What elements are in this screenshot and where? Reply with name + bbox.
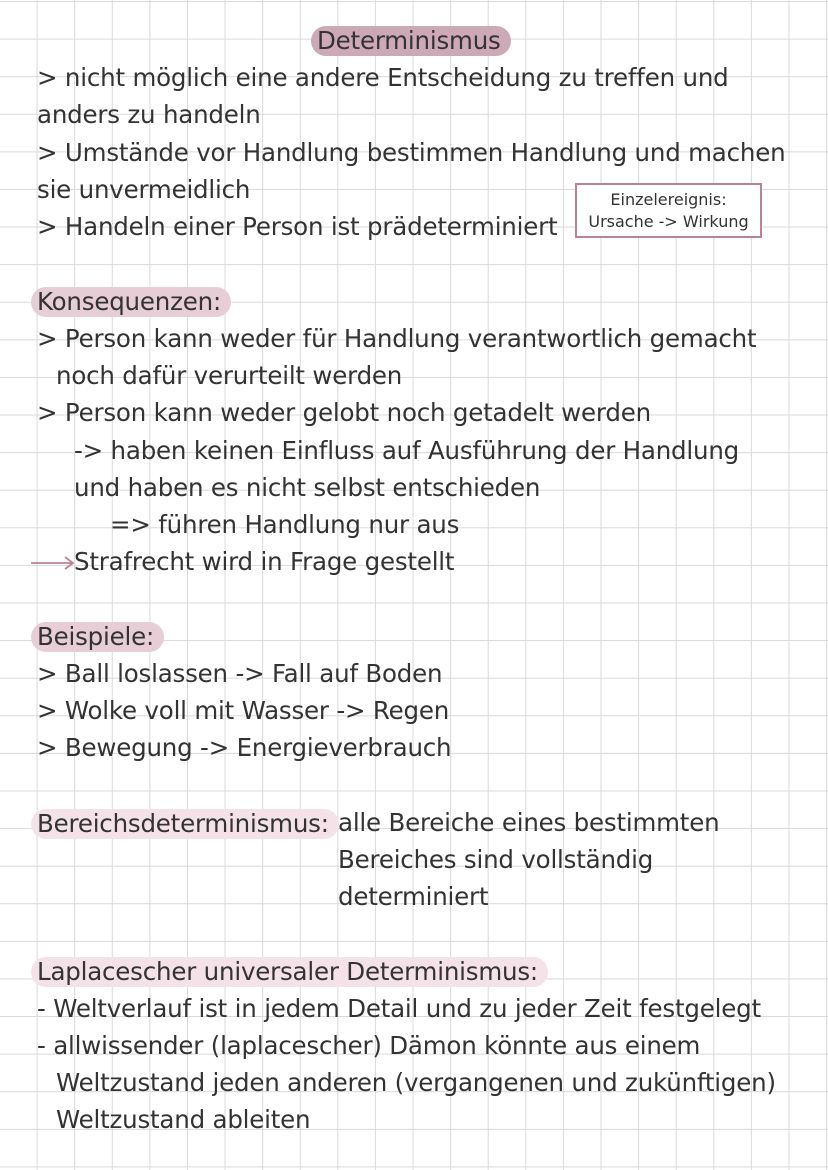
intro-line: sie unvermeidlich	[37, 175, 251, 204]
arrow-icon	[31, 555, 77, 571]
konsequenzen-line: => führen Handlung nur aus	[110, 510, 460, 539]
note-box-line: Ursache -> Wirkung	[588, 212, 749, 231]
bereich-line: determiniert	[338, 882, 489, 911]
bereich-line: Bereiches sind vollständig	[338, 845, 654, 874]
note-box	[575, 183, 762, 238]
section-heading-beispiele: Beispiele:	[31, 622, 164, 652]
section-heading-konsequenzen: Konsequenzen:	[31, 287, 231, 317]
laplace-line: Weltzustand jeden anderen (vergangenen und zukünftigen)	[56, 1068, 776, 1097]
section-heading-laplace: Laplacescher universaler Determinismus:	[31, 957, 548, 987]
beispiele-line: > Ball loslassen -> Fall auf Boden	[37, 659, 443, 688]
laplace-line: Weltzustand ableiten	[56, 1105, 311, 1134]
konsequenzen-line: und haben es nicht selbst entschieden	[74, 473, 541, 502]
section-heading-bereichsdeterminismus: Bereichsdeterminismus:	[31, 809, 339, 839]
bereich-line: alle Bereiche eines bestimmten	[338, 808, 720, 837]
konsequenzen-line: Strafrecht wird in Frage gestellt	[74, 547, 455, 576]
konsequenzen-line: > Person kann weder für Handlung verantwortlich gemacht	[37, 324, 757, 353]
laplace-line: - Weltverlauf ist in jedem Detail und zu jeder Zeit festgelegt	[37, 994, 761, 1023]
laplace-line: - allwissender (laplacescher) Dämon könnte aus einem	[37, 1031, 701, 1060]
beispiele-line: > Bewegung -> Energieverbrauch	[37, 733, 452, 762]
konsequenzen-line: noch dafür verurteilt werden	[56, 361, 403, 390]
intro-line: > nicht möglich eine andere Entscheidung zu treffen und	[37, 63, 729, 92]
note-box-line: Einzelereignis:	[610, 190, 727, 209]
intro-line: > Handeln einer Person ist prädeterminiert	[37, 212, 558, 241]
konsequenzen-line: -> haben keinen Einfluss auf Ausführung der Handlung	[74, 436, 740, 465]
intro-line: anders zu handeln	[37, 100, 261, 129]
page-title: Determinismus	[311, 26, 511, 56]
intro-line: > Umstände vor Handlung bestimmen Handlung und machen	[37, 138, 786, 167]
beispiele-line: > Wolke voll mit Wasser -> Regen	[37, 696, 450, 725]
konsequenzen-line: > Person kann weder gelobt noch getadelt werden	[37, 398, 651, 427]
